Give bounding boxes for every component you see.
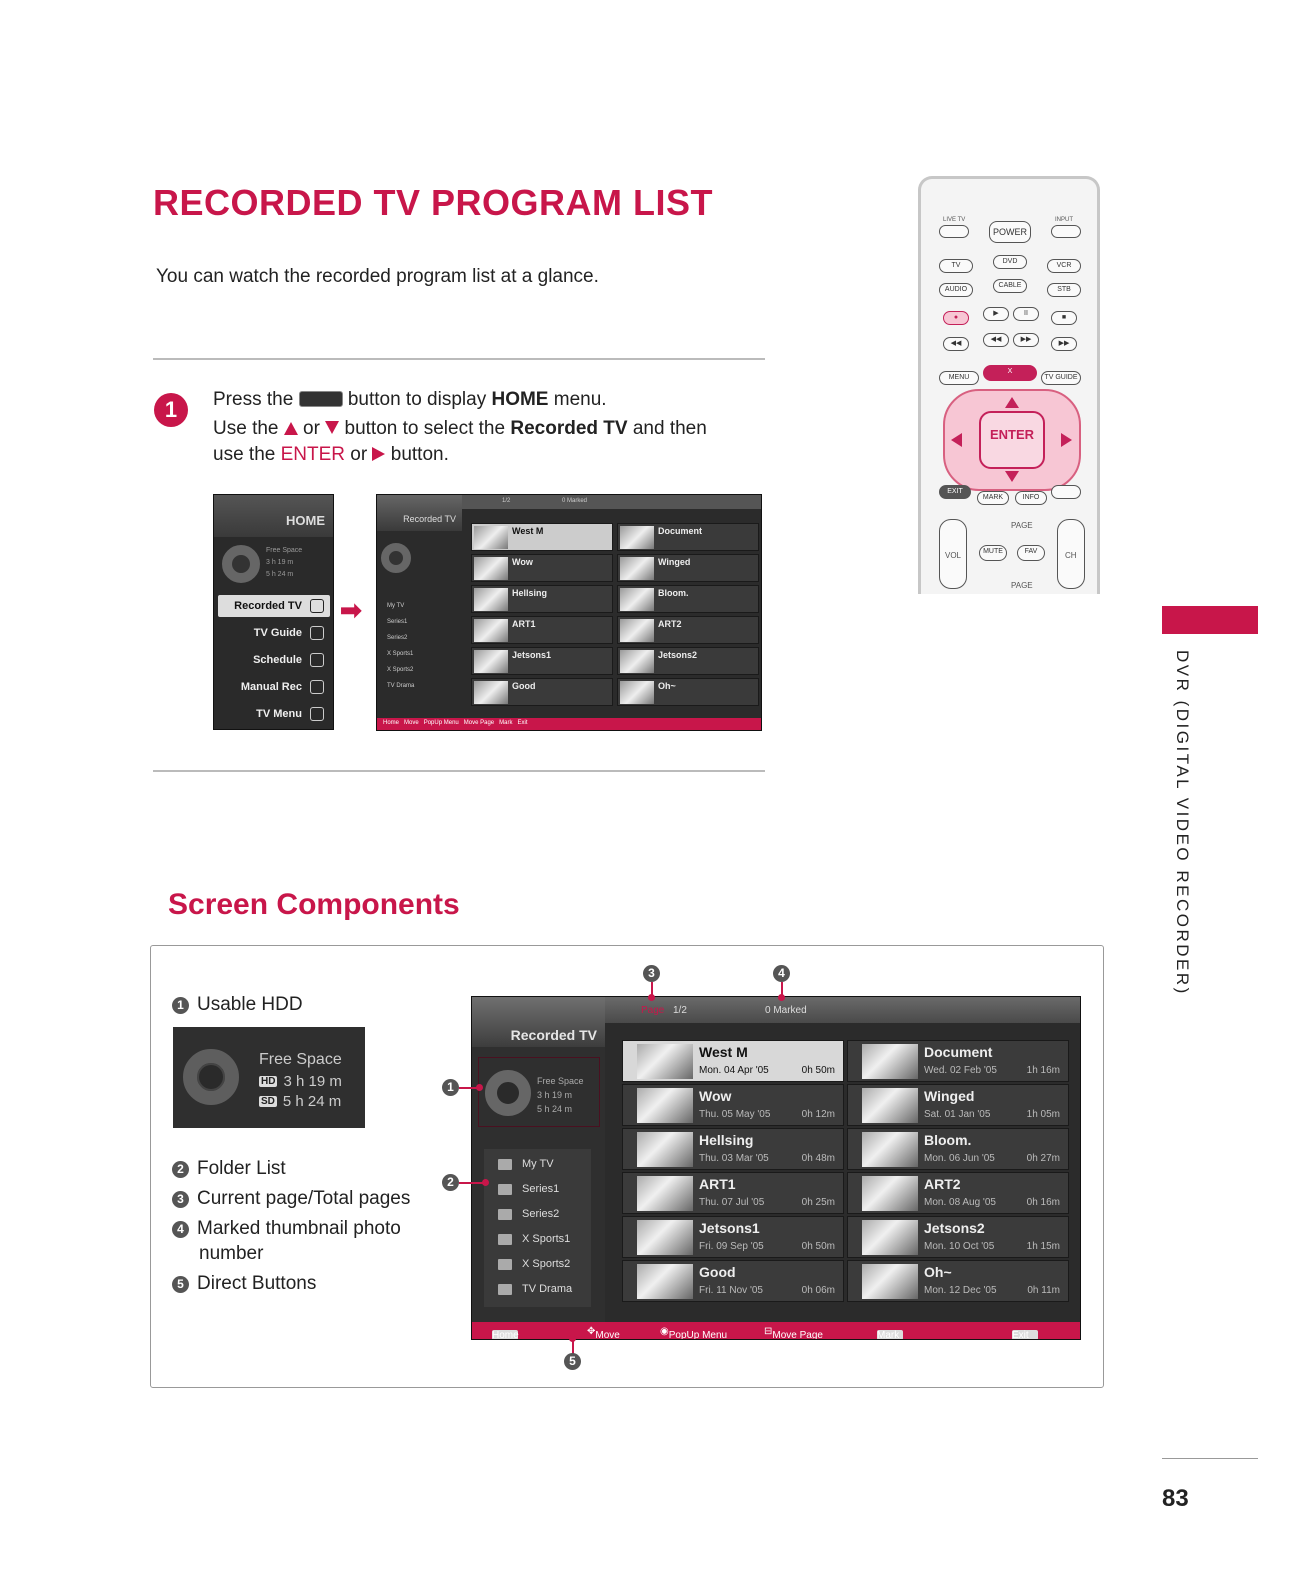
- folder-list: [484, 1149, 591, 1307]
- recorded-tv-thumbnail-screenshot: [376, 494, 762, 731]
- folder-item[interactable]: X Sports2: [387, 667, 414, 673]
- program-card[interactable]: Good Fri. 11 Nov '05 0h 06m: [622, 1260, 844, 1302]
- folder-item[interactable]: X Sports1: [484, 1228, 591, 1252]
- program-thumb[interactable]: ART2: [617, 616, 759, 644]
- cable-mode-button[interactable]: CABLE: [993, 279, 1027, 293]
- page-label: Page: [641, 1005, 665, 1016]
- up-arrow-icon[interactable]: [1005, 397, 1019, 408]
- program-thumb[interactable]: Bloom.: [617, 585, 759, 613]
- hdd-donut-icon: [222, 545, 260, 583]
- callout-3: 3: [643, 965, 660, 982]
- skip-forward-button[interactable]: ▶▶: [1051, 337, 1077, 351]
- livetv-button[interactable]: [939, 225, 969, 238]
- marked-count: 0 Marked: [765, 1005, 807, 1016]
- program-thumb[interactable]: Oh~: [617, 678, 759, 706]
- enter-label: ENTER: [989, 427, 1035, 442]
- program-thumb[interactable]: Wow: [471, 554, 613, 582]
- tvguide-button[interactable]: TV GUIDE: [1041, 371, 1081, 385]
- power-button[interactable]: POWER: [989, 221, 1031, 243]
- folder-item[interactable]: TV Drama: [484, 1278, 591, 1302]
- divider: [153, 770, 765, 772]
- left-arrow-icon[interactable]: [951, 433, 962, 447]
- input-label: INPUT: [1055, 217, 1073, 223]
- callout-line: [572, 1340, 574, 1354]
- dvd-mode-button[interactable]: DVD: [993, 255, 1027, 269]
- menu-item-manual-rec[interactable]: Manual Rec: [218, 676, 330, 698]
- home-menu-title: HOME: [214, 495, 333, 537]
- usable-hdd-panel: [173, 1027, 365, 1128]
- stb-mode-button[interactable]: STB: [1047, 283, 1081, 297]
- skip-back-button[interactable]: ◀◀: [943, 337, 969, 351]
- audio-mode-button[interactable]: AUDIO: [939, 283, 973, 297]
- gear-icon: [310, 707, 324, 721]
- callout-4: 4: [773, 965, 790, 982]
- program-thumb[interactable]: Jetsons1: [471, 647, 613, 675]
- right-arrow-icon[interactable]: [1061, 433, 1072, 447]
- popup-direct-button[interactable]: ◉ PopUp Menu: [660, 1326, 728, 1340]
- program-thumb[interactable]: Document: [617, 523, 759, 551]
- program-card[interactable]: Wow Thu. 05 May '05 0h 12m: [622, 1084, 844, 1126]
- page-bar: 1/2 0 Marked: [462, 495, 762, 509]
- section-title: Screen Components: [168, 888, 460, 921]
- program-thumb[interactable]: Jetsons2: [617, 647, 759, 675]
- fav-button[interactable]: FAV: [1017, 545, 1045, 561]
- menu-item-tv-menu[interactable]: TV Menu: [218, 703, 330, 725]
- folder-icon: [498, 1159, 512, 1170]
- callout-5: 5: [564, 1353, 581, 1370]
- vcr-mode-button[interactable]: VCR: [1047, 259, 1081, 273]
- program-thumb[interactable]: Good: [471, 678, 613, 706]
- direct-buttons-bar: Home ✥ Move ◉ PopUp Menu ⊟ Move Page Mark Exit: [472, 1322, 1081, 1340]
- tv-mode-button[interactable]: TV: [939, 259, 973, 273]
- program-thumb[interactable]: West M: [471, 523, 613, 551]
- callout-1: 1: [442, 1079, 459, 1096]
- up-triangle-icon: [284, 422, 298, 435]
- callout-dot: [648, 994, 655, 1001]
- intro-text: You can watch the recorded program list at a glance.: [156, 266, 599, 287]
- folder-item[interactable]: Series1: [387, 619, 408, 625]
- folder-item[interactable]: Series1: [484, 1178, 591, 1202]
- program-card[interactable]: Hellsing Thu. 03 Mar '05 0h 48m: [622, 1128, 844, 1170]
- menu-item-schedule[interactable]: Schedule: [218, 649, 330, 671]
- input-button[interactable]: [1051, 225, 1081, 238]
- recorded-tv-screen: [471, 996, 1081, 1340]
- manual-rec-icon: [310, 680, 324, 694]
- program-card[interactable]: ART2 Mon. 08 Aug '05 0h 16m: [847, 1172, 1069, 1214]
- program-thumb[interactable]: Winged: [617, 554, 759, 582]
- legend-item: 1 Usable HDD: [172, 994, 303, 1016]
- program-card[interactable]: Document Wed. 02 Feb '05 1h 16m: [847, 1040, 1069, 1082]
- folder-icon: [498, 1234, 512, 1245]
- forward-button[interactable]: ▶▶: [1013, 333, 1039, 347]
- folder-item[interactable]: Series2: [387, 635, 408, 641]
- section-tab-label: DVR (DIGITAL VIDEO RECORDER): [1173, 650, 1192, 996]
- folder-item[interactable]: My TV: [387, 603, 405, 609]
- page-up-label: PAGE: [1011, 521, 1033, 530]
- move-page-direct-button[interactable]: ⊟ Move Page: [764, 1326, 823, 1340]
- pause-button[interactable]: II: [1013, 307, 1039, 321]
- free-space-label: Free Space: [259, 1051, 342, 1068]
- folder-icon: [498, 1209, 512, 1220]
- legend-item: 4 Marked thumbnail photo: [172, 1218, 401, 1240]
- menu-item-tv-guide[interactable]: TV Guide: [218, 622, 330, 644]
- program-card[interactable]: Winged Sat. 01 Jan '05 1h 05m: [847, 1084, 1069, 1126]
- callout-2: 2: [442, 1174, 459, 1191]
- program-card[interactable]: ART1 Thu. 07 Jul '05 0h 25m: [622, 1172, 844, 1214]
- right-arrow-icon: ➡: [340, 595, 362, 625]
- sd-time: 5 h 24 m: [266, 571, 294, 578]
- program-thumb[interactable]: Hellsing: [471, 585, 613, 613]
- hdd-donut-icon: [183, 1049, 239, 1105]
- down-arrow-icon[interactable]: [1005, 471, 1019, 482]
- mark-button[interactable]: MARK: [977, 491, 1009, 505]
- callout-dot: [476, 1084, 483, 1091]
- page-bar: [605, 997, 1081, 1023]
- folder-item[interactable]: Series2: [484, 1203, 591, 1227]
- ch-label: CH: [1065, 551, 1077, 560]
- tv-guide-icon: [310, 626, 324, 640]
- folder-icon: [498, 1259, 512, 1270]
- hdd-donut-icon: [381, 543, 411, 573]
- right-triangle-icon: [372, 447, 385, 461]
- program-card[interactable]: Bloom. Mon. 06 Jun '05 0h 27m: [847, 1128, 1069, 1170]
- move-direct-button[interactable]: ✥ Move: [587, 1326, 620, 1340]
- folder-icon: [498, 1284, 512, 1295]
- livetv-label: LIVE TV: [943, 217, 966, 223]
- folder-item[interactable]: TV Drama: [387, 683, 415, 689]
- usable-hdd: Free Space 3 h 19 m 5 h 24 m: [478, 1057, 600, 1127]
- legend-item: 2 Folder List: [172, 1158, 286, 1180]
- free-space-label: Free Space: [266, 547, 303, 554]
- folder-item[interactable]: My TV: [484, 1153, 591, 1177]
- footer-rule: [1162, 1458, 1258, 1459]
- xstudio-key-icon: [299, 391, 343, 407]
- step-line-2: Use the or button to select the Recorded TV and then: [213, 418, 707, 439]
- aspect-button[interactable]: [1051, 485, 1081, 499]
- page-down-label: PAGE: [1011, 581, 1033, 590]
- callout-dot: [778, 994, 785, 1001]
- rewind-button[interactable]: ◀◀: [983, 333, 1009, 347]
- legend-item-cont: number: [199, 1243, 264, 1264]
- recorded-tv-title: Recorded TV: [472, 997, 605, 1047]
- program-card[interactable]: West M Mon. 04 Apr '05 0h 50m: [622, 1040, 844, 1082]
- play-button[interactable]: ▶: [983, 307, 1009, 321]
- callout-dot: [482, 1179, 489, 1186]
- program-card[interactable]: Jetsons1 Fri. 09 Sep '05 0h 50m: [622, 1216, 844, 1258]
- legend-item: 3 Current page/Total pages: [172, 1188, 410, 1210]
- page-number: 83: [1162, 1485, 1189, 1512]
- down-triangle-icon: [325, 421, 339, 434]
- menu-button[interactable]: MENU: [939, 371, 979, 385]
- program-card[interactable]: Oh~ Mon. 12 Dec '05 0h 11m: [847, 1260, 1069, 1302]
- program-thumb[interactable]: ART1: [471, 616, 613, 644]
- home-menu-screenshot: [213, 494, 334, 730]
- step-line-3: use the ENTER or button.: [213, 444, 449, 465]
- mute-button[interactable]: MUTE: [979, 545, 1007, 561]
- step-line-1: Press the button to display HOME menu.: [213, 389, 607, 410]
- recorded-tv-title: Recorded TV: [377, 495, 462, 531]
- stop-button[interactable]: ■: [1051, 311, 1077, 325]
- exit-button[interactable]: EXIT: [939, 485, 971, 499]
- section-tab-bar: [1162, 606, 1258, 634]
- menu-item-recorded-tv[interactable]: Recorded TV: [218, 595, 330, 617]
- xstudio-button[interactable]: X: [983, 365, 1037, 381]
- hd-time: 3 h 19 m: [266, 559, 294, 566]
- page-title: RECORDED TV PROGRAM LIST: [153, 182, 714, 223]
- schedule-icon: [310, 653, 324, 667]
- folder-icon: [498, 1184, 512, 1195]
- remote-control: [918, 176, 1100, 594]
- legend-item: 5 Direct Buttons: [172, 1273, 316, 1295]
- record-button[interactable]: ●: [943, 311, 969, 325]
- hdd-donut-icon: [485, 1070, 531, 1116]
- page-indicator: 1/2: [673, 1005, 687, 1016]
- divider: [153, 358, 765, 360]
- program-card[interactable]: Jetsons2 Mon. 10 Oct '05 1h 15m: [847, 1216, 1069, 1258]
- recorded-tv-icon: [310, 599, 324, 613]
- hd-row: HD 3 h 19 m: [261, 1073, 342, 1090]
- info-button[interactable]: INFO: [1015, 491, 1047, 505]
- folder-item[interactable]: X Sports1: [387, 651, 414, 657]
- step-number: 1: [154, 393, 188, 427]
- sd-row: SD 5 h 24 m: [261, 1093, 342, 1110]
- vol-label: VOL: [945, 551, 962, 560]
- folder-item[interactable]: X Sports2: [484, 1253, 591, 1277]
- direct-buttons-bar: Home Move PopUp Menu Move Page Mark Exit: [377, 718, 762, 730]
